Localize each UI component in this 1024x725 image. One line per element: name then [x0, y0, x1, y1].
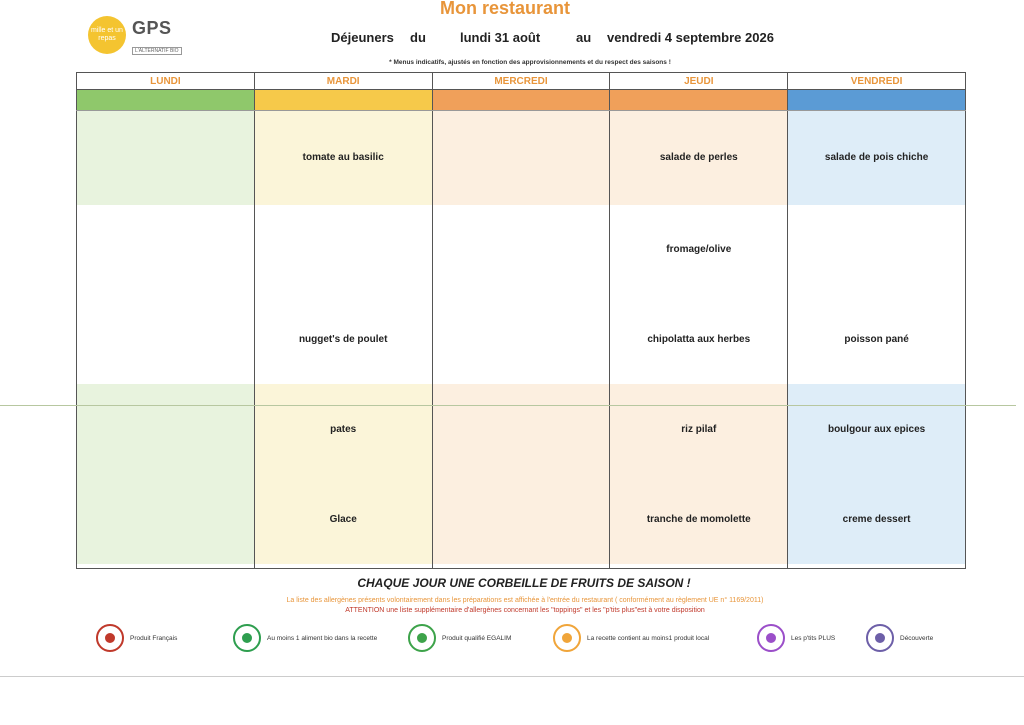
menu-cell-mardi	[254, 205, 432, 295]
weekly-menu-table	[76, 72, 966, 569]
start-date: lundi 31 août	[460, 30, 541, 45]
menu-cell-mercredi	[432, 111, 610, 205]
day-header-row	[77, 73, 966, 90]
legend-item	[96, 624, 177, 652]
legend-label: Produit Français	[130, 634, 178, 642]
menu-row	[77, 205, 966, 295]
local-pin-icon-dot	[562, 633, 572, 643]
legend-label: Les p'tits PLUS	[791, 634, 836, 642]
menu-cell-mardi: Glace	[254, 474, 432, 564]
egalim-icon	[408, 624, 436, 652]
menu-cell-lundi	[77, 474, 255, 564]
menu-cell-mercredi	[432, 384, 610, 474]
menu-row	[77, 295, 966, 385]
menu-cell-vendredi	[788, 564, 966, 568]
menu-row	[77, 384, 966, 474]
menu-row	[77, 111, 966, 205]
color-bar-mercredi	[432, 90, 610, 111]
discovery-icon	[866, 624, 894, 652]
color-bar-mardi	[254, 90, 432, 111]
end-date: vendredi 4 septembre 2026	[607, 30, 774, 45]
color-bar-jeudi	[610, 90, 788, 111]
legend-item	[866, 624, 933, 652]
menu-row	[77, 564, 966, 568]
menu-cell-lundi	[77, 564, 255, 568]
gps-logo	[132, 18, 187, 54]
menu-cell-mardi	[254, 564, 432, 568]
menu-cell-vendredi: poisson pané	[788, 295, 966, 385]
day-header-mercredi: MERCREDI	[432, 73, 610, 90]
legend-item	[233, 624, 377, 652]
dejeuners-label: Déjeuners	[331, 30, 394, 45]
menu-cell-mercredi	[432, 205, 610, 295]
menu-cell-vendredi: boulgour aux epices	[788, 384, 966, 474]
menu-cell-mercredi	[432, 564, 610, 568]
day-header-vendredi: VENDREDI	[788, 73, 966, 90]
local-pin-icon	[553, 624, 581, 652]
legend-label: La recette contient au moins1 produit local	[587, 634, 710, 642]
day-header-lundi: LUNDI	[77, 73, 255, 90]
legend-item	[757, 624, 835, 652]
menu-cell-jeudi: fromage/olive	[610, 205, 788, 295]
au-label: au	[576, 30, 592, 45]
menu-row	[77, 474, 966, 564]
day-color-bar	[77, 90, 966, 111]
menu-cell-mercredi	[432, 295, 610, 385]
french-product-icon-dot	[105, 633, 115, 643]
menu-cell-jeudi: chipolatta aux herbes	[610, 295, 788, 385]
ptits-plus-icon	[757, 624, 785, 652]
attention-note: ATTENTION une liste supplémentaire d'allergènes concernant les "toppings" et les "p'tits plus"est à votre disposition	[345, 607, 705, 614]
menu-cell-vendredi	[788, 205, 966, 295]
bottom-divider	[0, 676, 1024, 677]
fruits-banner: CHAQUE JOUR UNE CORBEILLE DE FRUITS DE SAISON !	[357, 576, 691, 590]
menu-cell-mardi: tomate au basilic	[254, 111, 432, 205]
day-header-jeudi: JEUDI	[610, 73, 788, 90]
menu-cell-jeudi: tranche de momolette	[610, 474, 788, 564]
legend-item	[408, 624, 511, 652]
page-title: Mon restaurant	[439, 0, 571, 18]
legend-label: Produit qualifié EGALIM	[442, 634, 512, 642]
color-bar-lundi	[77, 90, 255, 111]
menu-cell-vendredi: creme dessert	[788, 474, 966, 564]
discovery-icon-dot	[875, 633, 885, 643]
logo1-text: mille et un repas	[91, 27, 123, 42]
menu-cell-jeudi: riz pilaf	[610, 384, 788, 474]
menu-cell-lundi	[77, 384, 255, 474]
menu-cell-mardi: pates	[254, 384, 432, 474]
menu-cell-vendredi: salade de pois chiche	[788, 111, 966, 205]
legend-label: Découverte	[900, 634, 934, 642]
menu-cell-mercredi	[432, 474, 610, 564]
fold-line	[0, 405, 1016, 406]
gps-logo-text: GPS	[132, 18, 172, 38]
color-bar-vendredi	[788, 90, 966, 111]
gps-logo-sub: L'ALTERNATIF BIO	[132, 47, 182, 55]
menu-cell-lundi	[77, 205, 255, 295]
allergens-note: La liste des allergènes présents volontairement dans les préparations est affichée à l'entrée du restaurant ( conformément au règlement UE n° 1169/2011)	[286, 597, 764, 604]
menu-cell-jeudi: salade de perles	[610, 111, 788, 205]
menu-cell-jeudi	[610, 564, 788, 568]
organic-ab-icon	[233, 624, 261, 652]
du-label: du	[410, 30, 426, 45]
mille-et-un-repas-logo	[88, 16, 126, 54]
menu-cell-mardi: nugget's de poulet	[254, 295, 432, 385]
organic-ab-icon-dot	[242, 633, 252, 643]
egalim-icon-dot	[417, 633, 427, 643]
menu-note: * Menus indicatifs, ajustés en fonction des approvisionnements et du respect des saisons !	[389, 59, 671, 66]
french-product-icon	[96, 624, 124, 652]
menu-cell-lundi	[77, 295, 255, 385]
ptits-plus-icon-dot	[766, 633, 776, 643]
menu-body	[77, 90, 966, 569]
menu-cell-lundi	[77, 111, 255, 205]
day-header-mardi: MARDI	[254, 73, 432, 90]
legend-label: Au moins 1 aliment bio dans la recette	[267, 634, 378, 642]
legend-item	[553, 624, 709, 652]
